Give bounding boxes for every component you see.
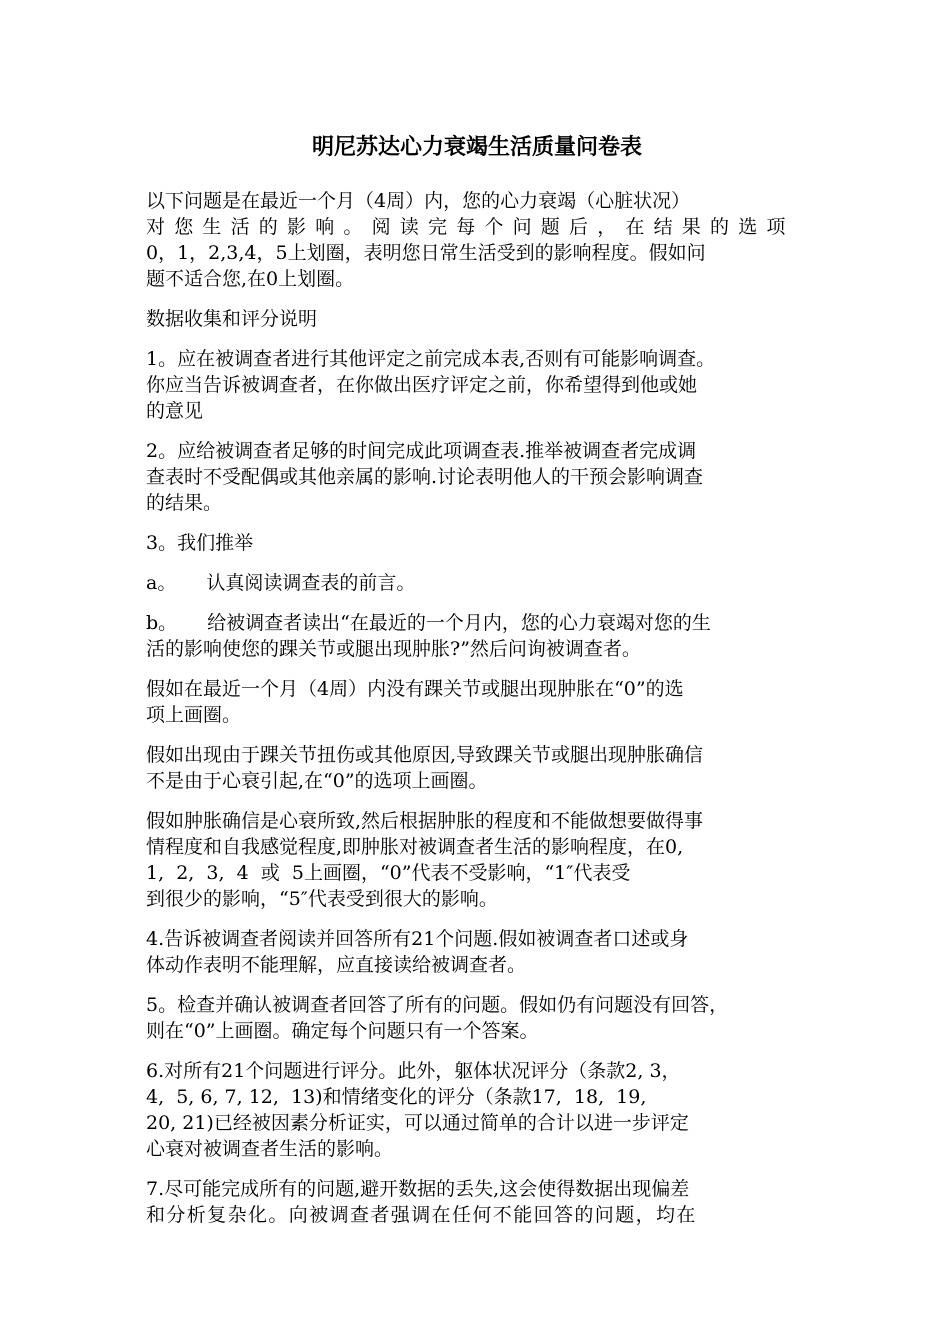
item-6: [146, 1058, 808, 1162]
paragraph-heart-failure-swelling: [146, 808, 808, 912]
item-7: [146, 1176, 808, 1228]
paragraph-line: 假如出现由于踝关节扭伤或其他原因,导致踝关节或腿出现肿胀确信: [146, 744, 704, 766]
item-6-line: 4, 5, 6, 7, 12, 13)和情绪变化的评分（条款17, 18, 19,: [146, 1086, 647, 1108]
paragraph-line: 不是由于心衰引起,在“0”的选项上画圈。: [146, 770, 488, 792]
paragraph-line: 1, 2, 3, 4 或 5上画圈，“0”代表不受影响，“1″代表受: [146, 862, 631, 884]
item-7-line: 7.尽可能完成所有的问题,避开数据的丢失,这会使得数据出现偏差: [146, 1178, 690, 1200]
item-6-line: 20, 21)已经被因素分析证实，可以通过简单的合计以进一步评定: [146, 1112, 689, 1134]
paragraph-line: 假如在最近一个月（4周）内没有踝关节或腿出现肿胀在“0”的选: [146, 678, 684, 700]
item-3a-marker: a。: [146, 572, 177, 594]
item-2-line: 查表时不受配偶或其他亲属的影响.讨论表明他人的干预会影响调查: [146, 466, 704, 488]
item-4-line: 4.告诉被调查者阅读并回答所有21个问题.假如被调查者口述或身: [146, 928, 689, 950]
intro-line: 对您生活的影响。阅读完每个问题后，在结果的选项: [146, 216, 795, 238]
intro-line: 题不适合您,在0上划圈。: [146, 268, 355, 290]
item-6-line: 6.对所有21个问题进行评分。此外，躯体状况评分（条款2, 3，: [146, 1060, 681, 1082]
item-6-line: 心衰对被调查者生活的影响。: [146, 1138, 394, 1160]
item-3b-line: 活的影响使您的踝关节或腿出现肿胀?”然后问询被调查者。: [146, 638, 641, 660]
item-3b-line: [146, 610, 808, 636]
document-page: [146, 132, 808, 1228]
paragraph-no-swelling: [146, 676, 808, 728]
item-2: [146, 438, 808, 516]
item-2-line: 2。应给被调查者足够的时间完成此项调查表.推举被调查者完成调: [146, 440, 697, 462]
paragraph-line: 假如肿胀确信是心衰所致,然后根据肿胀的程度和不能做想要做得事: [146, 810, 704, 832]
intro-line: 0，1，2,3,4，5上划圈，表明您日常生活受到的影响程度。假如问: [146, 242, 706, 264]
document-title: 明尼苏达心力衰竭生活质量问卷表: [311, 134, 642, 160]
item-3a-text: 认真阅读调查表的前言。: [206, 572, 416, 594]
section-heading: 数据收集和评分说明: [146, 308, 318, 330]
item-5: [146, 992, 808, 1044]
item-3: 3。我们推举: [146, 532, 254, 554]
intro-paragraph: [146, 188, 808, 292]
item-1-line: 1。应在被调查者进行其他评定之前完成本表,否则有可能影响调查。: [146, 348, 716, 370]
item-3b-marker: b。: [146, 612, 178, 634]
item-3b: [146, 610, 808, 662]
item-3b-text: 给被调查者读出“在最近的一个月内，您的心力衰竭对您的生: [207, 612, 711, 634]
paragraph-line: 项上画圈。: [146, 704, 242, 726]
item-5-line: 5。检查并确认被调查者回答了所有的问题。假如仍有问题没有回答，: [146, 994, 729, 1016]
paragraph-other-cause: [146, 742, 808, 794]
item-1-line: 的意见: [146, 400, 204, 422]
intro-line: 以下问题是在最近一个月（4周）内，您的心力衰竭（心脏状况）: [146, 190, 691, 212]
item-4: [146, 926, 808, 978]
item-1: [146, 346, 808, 424]
item-2-line: 的结果。: [146, 492, 223, 514]
item-7-line: 和分析复杂化。向被调查者强调在任何不能回答的问题，均在: [146, 1204, 697, 1226]
paragraph-line: 情程度和自我感觉程度,即肿胀对被调查者生活的影响程度，在0,: [146, 836, 684, 858]
item-5-line: 则在“0”上画圈。确定每个问题只有一个答案。: [146, 1020, 539, 1042]
item-3a: [146, 570, 808, 596]
item-4-line: 体动作表明不能理解，应直接读给被调查者。: [146, 954, 527, 976]
paragraph-line: 到很少的影响，“5″代表受到很大的影响。: [146, 888, 498, 910]
item-3a-line: [146, 570, 808, 596]
item-1-line: 你应当告诉被调查者，在你做出医疗评定之前，你希望得到他或她: [146, 374, 698, 396]
